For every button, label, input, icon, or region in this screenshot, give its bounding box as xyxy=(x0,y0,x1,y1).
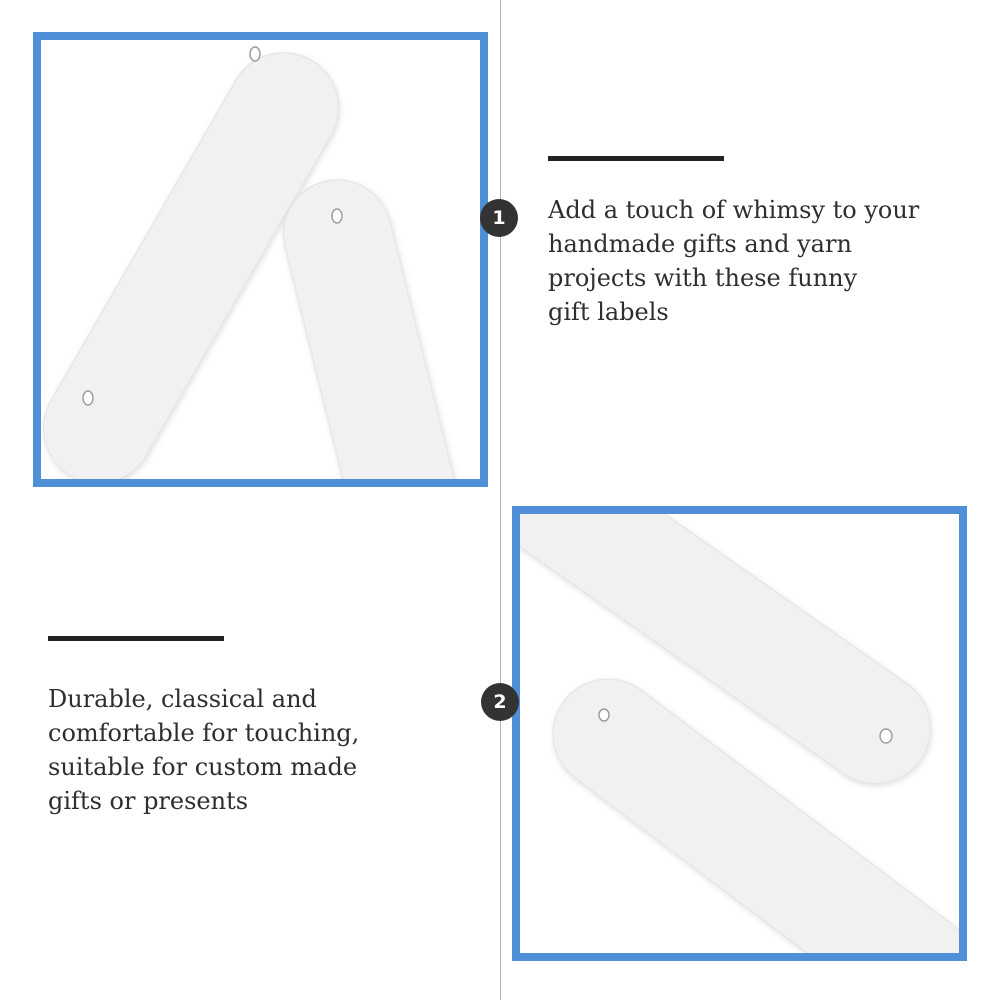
feature-1-line: gift labels xyxy=(548,298,669,326)
center-divider-line xyxy=(500,0,501,1000)
gift-labels-image-2 xyxy=(520,514,959,953)
feature-1-line: Add a touch of whimsy to your xyxy=(548,196,920,224)
gift-label-hole-5 xyxy=(599,709,609,721)
gift-label-hole-4 xyxy=(880,729,892,743)
feature-1-rule xyxy=(548,156,724,161)
feature-1-line: handmade gifts and yarn xyxy=(548,230,852,258)
feature-2-line: gifts or presents xyxy=(48,787,249,815)
gift-label-hole-3 xyxy=(332,209,342,223)
product-photo-1 xyxy=(33,32,488,487)
gift-label-hole-2 xyxy=(83,391,93,405)
gift-label-right xyxy=(272,168,480,479)
gift-label-hole-1 xyxy=(250,47,260,61)
feature-2-line: suitable for custom made xyxy=(48,753,358,781)
feature-number-badge-1: 1 xyxy=(480,199,518,237)
gift-labels-image-1 xyxy=(41,40,480,479)
feature-1-description xyxy=(548,193,928,329)
feature-number-badge-2: 2 xyxy=(481,683,519,721)
feature-2-line: comfortable for touching, xyxy=(48,719,360,747)
feature-2-rule xyxy=(48,636,224,641)
feature-2-description xyxy=(48,682,378,818)
product-photo-2 xyxy=(512,506,967,961)
feature-1-line: projects with these funny xyxy=(548,264,858,292)
feature-2-line: Durable, classical and xyxy=(48,685,317,713)
